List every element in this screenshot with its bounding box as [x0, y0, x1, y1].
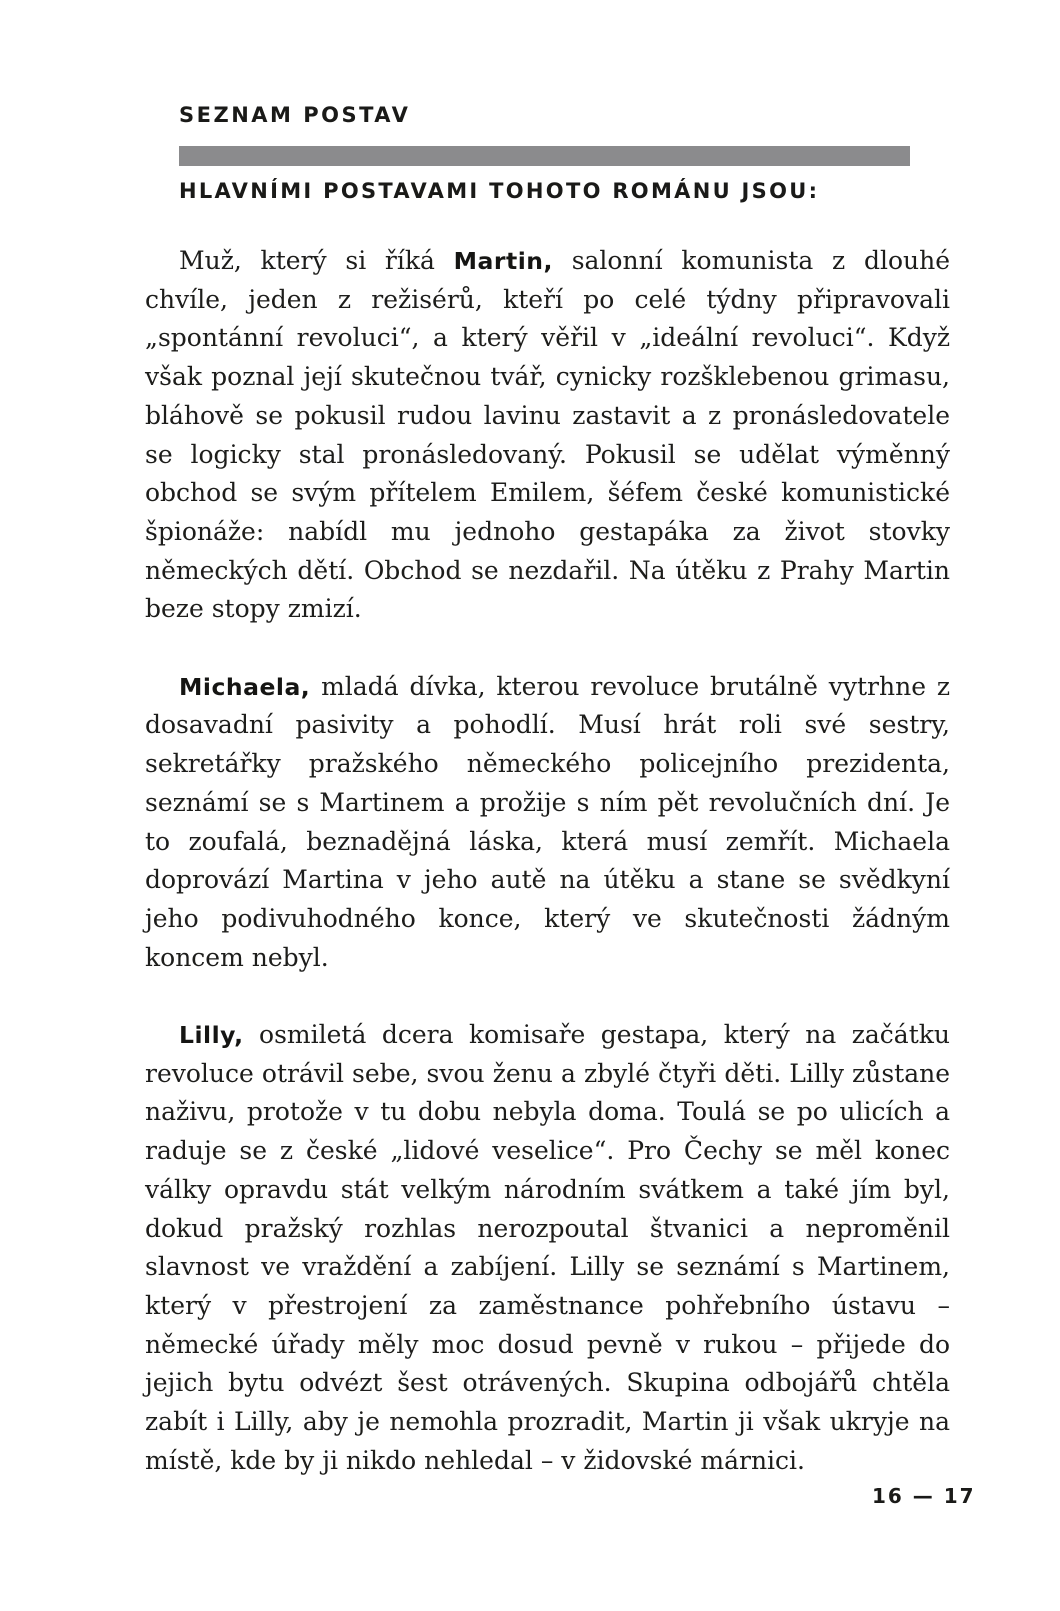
paragraph-lilly [145, 1016, 950, 1480]
page-number: 16 — 17 [872, 1484, 976, 1508]
character-name-lilly: Lilly, [179, 1021, 244, 1050]
paragraph-martin-intro: Muž, který si říká [179, 246, 454, 275]
divider-bar [179, 146, 910, 166]
page-heading: HLAVNÍMI POSTAVAMI TOHOTO ROMÁNU JSOU: [179, 179, 820, 203]
paragraph-michaela [145, 668, 950, 978]
paragraph-martin-text: salonní komunista z dlouhé chvíle, jeden z režisérů, kteří po celé týdny připravovali „spontánní revoluci“, a který věřil v „ideální revoluci“. Když však poznal její skutečnou tvář, cynicky rozšklebenou grimasu, bláhově se pokusil rudou lavinu zastavit a z pronásledovatele se logicky stal pronásledovaný. Pokusil se udělat výměnný obchod se svým přítelem Emilem, šéfem české komunistické špionáže: nabídl mu jednoho gestapáka za život stovky německých dětí. Obchod se nezdařil. Na útěku z Prahy Martin beze stopy zmizí. [145, 246, 950, 624]
paragraph-martin [145, 242, 950, 629]
character-name-michaela: Michaela, [179, 672, 311, 701]
character-name-martin: Martin, [453, 247, 553, 275]
text-block [145, 242, 950, 1519]
paragraph-michaela-text: mladá dívka, kterou revoluce brutálně vytrhne z dosavadní pasivity a pohodlí. Musí hrát roli své sestry, sekretářky pražského německého policejního prezidenta, seznámí se s Martinem a prožije s ním pět revolučních dní. Je to zoufalá, beznadějná láska, která musí zemřít. Michaela doprovází Martina v jeho autě na útěku a stane se svědkyní jeho podivuhodného konce, který ve skutečnosti žádným koncem nebyl. [145, 671, 950, 972]
paragraph-lilly-text: osmiletá dcera komisaře gestapa, který na začátku revoluce otrávil sebe, svou ženu a zbylé čtyři děti. Lilly zůstane naživu, protože v tu dobu nebyla doma. Toulá se po ulicích a raduje se z české „lidové veselice“. Pro Čechy se měl konec války opravdu stát velkým národním svátkem a také jím byl, dokud pražský rozhlas nerozpoutal štvanici a neproměnil slavnost ve vraždění a zabíjení. Lilly se seznámí s Martinem, který v přestrojení za zaměstnance pohřebního ústavu – německé úřady měly moc dosud pevně v rukou – přijede do jejich bytu odvézt šest otrávených. Skupina odbojářů chtěla zabít i Lilly, aby je nemohla prozradit, Martin ji však ukryje na místě, kde by ji nikdo nehledal – v židovské márnici. [145, 1020, 950, 1475]
section-kicker: SEZNAM POSTAV [179, 103, 411, 127]
